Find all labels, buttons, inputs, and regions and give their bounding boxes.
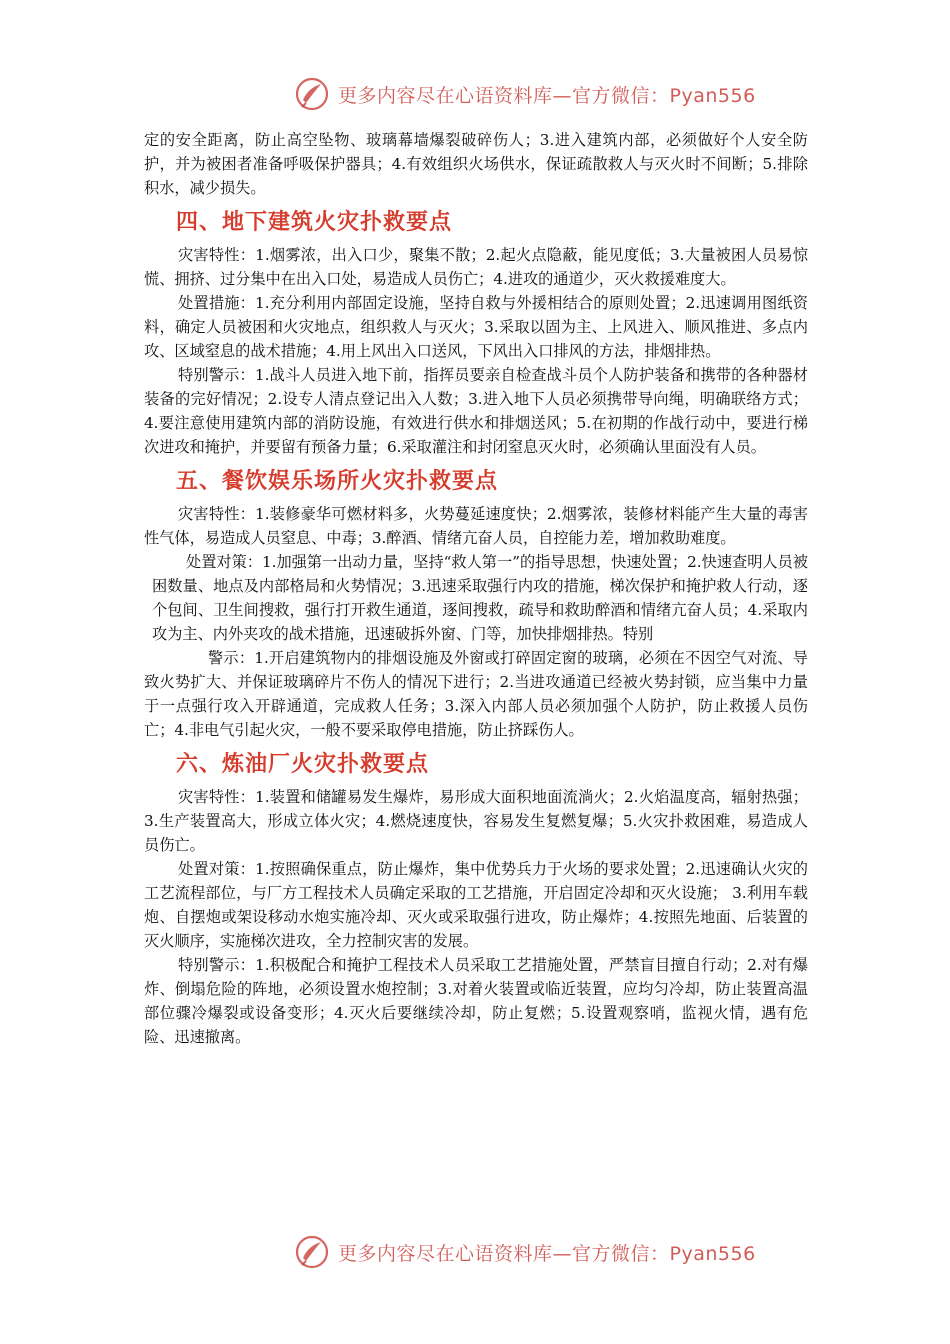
section-paragraph: 处置对策：1.加强第一出动力量，坚持“救人第一”的指导思想，快速处置；2.快速查明人员被困数量、地点及内部格局和火势情况；3.迅速采取强行内攻的措施，梯次保护和掩护救人行动，逐个包间、卫生间搜救，强行打开救生通道，逐间搜救，疏导和救助醉酒和情绪亢奋人员；4.采取内攻为主、内外夹攻的战术措施，迅速破拆外窗、门等，加快排烟排热。特别	[152, 553, 808, 643]
section-paragraph: 灾害特性：1.装置和储罐易发生爆炸，易形成大面积地面流淌火；2.火焰温度高，辐射热强；3.生产装置高大，形成立体火灾；4.燃烧速度快，容易发生复燃复爆；5.火灾扑救困难，易造成人员伤亡。	[144, 788, 808, 854]
watermark-text: 更多内容尽在心语资料库—官方微信：Pyan556	[338, 84, 756, 107]
intro-paragraph: 定的安全距离，防止高空坠物、玻璃幕墙爆裂破碎伤人；3.进入建筑内部，必须做好个人安全防护，并为被困者准备呼吸保护器具；4.有效组织火场供水，保证疏散救人与灭火时不间断；5.排除积水，减少损失。	[144, 131, 808, 197]
section-title: 六、炼油厂火灾扑救要点	[176, 752, 430, 777]
document-body	[144, 128, 808, 1049]
section-paragraph: 处置措施：1.充分利用内部固定设施，坚持自救与外援相结合的原则处置；2.迅速调用图纸资料，确定人员被困和火灾地点，组织救人与灭火；3.采取以固为主、上风进入、顺风推进、多点内攻、区域窒息的战术措施；4.用上风出入口送风，下风出入口排风的方法，排烟排热。	[144, 294, 808, 360]
brush-pen-logo-icon	[294, 1234, 330, 1270]
section-paragraph: 灾害特性：1.装修豪华可燃材料多，火势蔓延速度快；2.烟雾浓，装修材料能产生大量的毒害性气体，易造成人员窒息、中毒；3.醉酒、情绪亢奋人员，自控能力差，增加救助难度。	[144, 505, 808, 547]
section-paragraph: 特别警示：1.积极配合和掩护工程技术人员采取工艺措施处置，严禁盲目擅自行动；2.对有爆炸、倒塌危险的阵地，必须设置水炮控制；3.对着火装置或临近装置，应均匀冷却，防止装置高温部位骤冷爆裂或设备变形；4.灭火后要继续冷却，防止复燃；5.设置观察哨，监视火情，遇有危险、迅速撤离。	[144, 956, 808, 1046]
watermark-text: 更多内容尽在心语资料库—官方微信：Pyan556	[338, 1242, 756, 1265]
section-paragraph: 特别警示：1.战斗人员进入地下前，指挥员要亲自检查战斗员个人防护装备和携带的各种器材装备的完好情况；2.设专人清点登记出入人数；3.进入地下人员必须携带导向绳，明确联络方式；4.要注意使用建筑内部的消防设施，有效进行供水和排烟送风；5.在初期的作战行动中，要进行梯次进攻和掩护，并要留有预备力量；6.采取灌注和封闭窒息灭火时，必须确认里面没有人员。	[144, 366, 808, 456]
header-watermark-banner	[294, 74, 756, 114]
brush-pen-logo-icon	[294, 76, 330, 112]
section-paragraph: 处置对策：1.按照确保重点，防止爆炸，集中优势兵力于火场的要求处置；2.迅速确认火灾的工艺流程部位，与厂方工程技术人员确定采取的工艺措施，开启固定冷却和灭火设施； 3.利用车载炮、自摆炮或架设移动水炮实施冷却、灭火或采取强行进攻，防止爆炸；4.按照先地面、后装置的灭火顺序，实施梯次进攻，全力控制灾害的发展。	[144, 860, 808, 950]
footer-watermark-banner	[294, 1232, 756, 1272]
section-paragraph: 警示：1.开启建筑物内的排烟设施及外窗或打碎固定窗的玻璃，必须在不因空气对流、导致火势扩大、并保证玻璃碎片不伤人的情况下进行；2.当进攻通道已经被火势封锁，应当集中力量于一点强行攻入开辟通道，完成救人任务；3.深入内部人员必须加强个人防护，防止救援人员伤亡；4.非电气引起火灾，一般不要采取停电措施，防止挤踩伤人。	[144, 649, 808, 739]
section-title: 五、餐饮娱乐场所火灾扑救要点	[176, 469, 499, 494]
section-paragraph: 灾害特性：1.烟雾浓，出入口少，聚集不散；2.起火点隐蔽，能见度低；3.大量被困人员易惊慌、拥挤、过分集中在出入口处，易造成人员伤亡；4.进攻的通道少，灭火救援难度大。	[144, 246, 808, 288]
section-title: 四、地下建筑火灾扑救要点	[176, 210, 453, 235]
